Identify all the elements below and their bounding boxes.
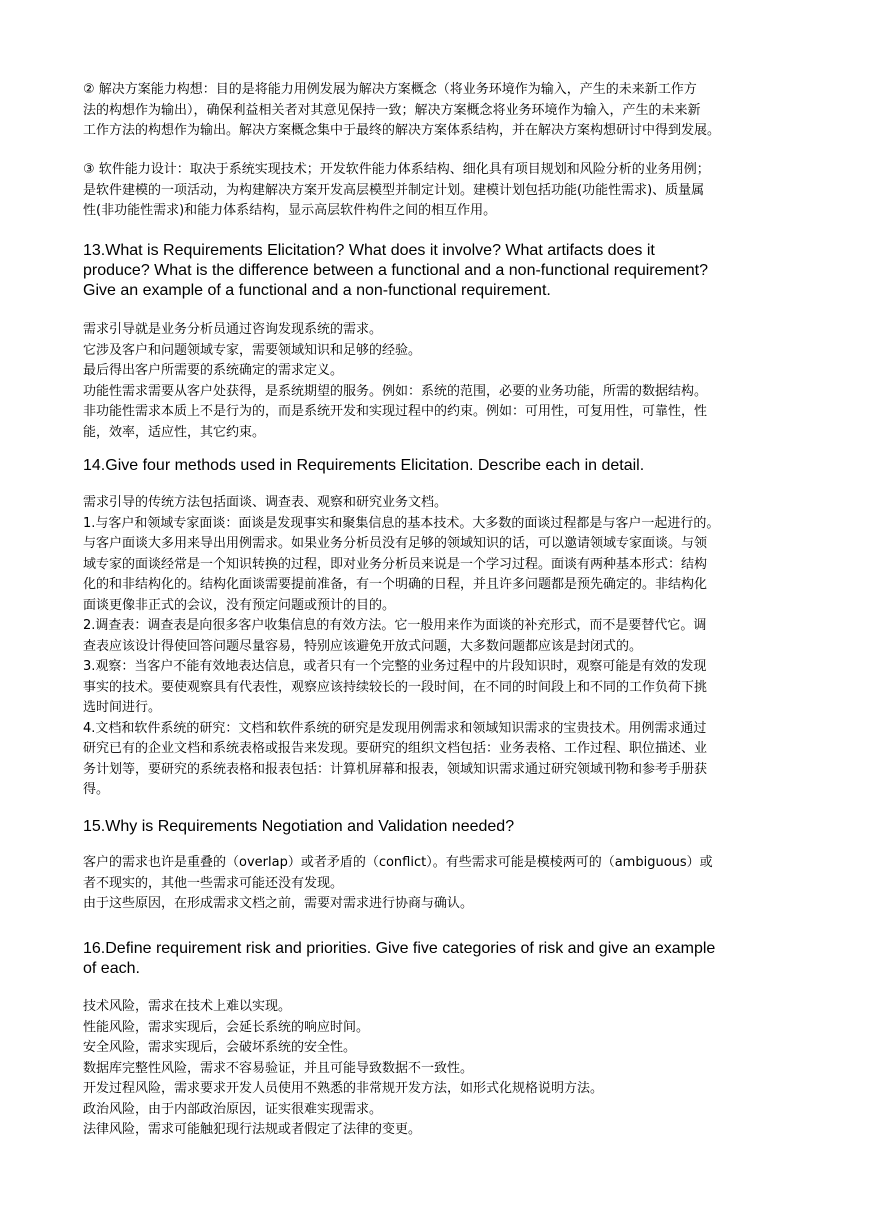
text-line: 域专家的面谈经常是一个知识转换的过程，即对业务分析员来说是一个学习过程。面谈有两种基本形式：结构	[83, 556, 708, 572]
text-line: 性(非功能性需求)和能力体系结构，显示高层软件构件之间的相互作用。	[83, 203, 497, 218]
text-line: 数据库完整性风险，需求不容易验证，并且可能导致数据不一致性。	[83, 1060, 474, 1076]
text-line: 非功能性需求本质上不是行为的，而是系统开发和实现过程中的约束。例如：可用性，可复用性，可靠性，性	[83, 404, 708, 419]
text-line: 由于这些原因，在形成需求文档之前，需要对需求进行协商与确认。	[83, 896, 474, 911]
text-line: ③ 软件能力设计：取决于系统实现技术；开发软件能力体系结构、细化具有项目规划和风险分析的业务用例；	[83, 162, 710, 177]
heading-line: 16.Define requirement risk and priorities. Give five categories of risk and give an example	[83, 940, 716, 957]
answer-16	[83, 997, 603, 1141]
text-line: 最后得出客户所需要的系统确定的需求定义。	[83, 363, 344, 378]
question-13-heading	[83, 241, 708, 301]
text-line: 工作方法的构想作为输出。解决方案概念集中于最终的解决方案体系结构，并在解决方案构想研讨中得到发展。	[83, 123, 721, 138]
text-line: 3.观察：当客户不能有效地表达信息，或者只有一个完整的业务过程中的片段知识时，观察可能是有效的发现	[83, 659, 707, 674]
text-line: 务计划等，要研究的系统表格和报表包括：计算机屏幕和报表，领域知识需求通过研究领域刊物和参考手册获	[83, 761, 708, 777]
heading-line: produce? What is the difference between a functional and a non-functional requirement?	[83, 262, 708, 279]
heading-line: 14.Give four methods used in Requirements Elicitation. Describe each in detail.	[83, 457, 645, 474]
question-14-heading	[83, 456, 644, 476]
text-line: 能，效率，适应性，其它约束。	[83, 424, 266, 440]
heading-line: 13.What is Requirements Elicitation? What does it involve? What artifacts does it	[83, 242, 655, 259]
text-line: 者不现实的，其他一些需求可能还没有发现。	[83, 875, 344, 891]
text-line: 2.调查表：调查表是向很多客户收集信息的有效方法。它一般用来作为面谈的补充形式，而不是要替代它。调	[83, 618, 707, 633]
text-line: 事实的技术。要使观察具有代表性，观察应该持续较长的一段时间，在不同的时间段上和不同的工作负荷下挑	[83, 679, 708, 695]
text-line: 安全风险，需求实现后，会破坏系统的安全性。	[83, 1040, 357, 1055]
text-line: 是软件建模的一项活动，为构建解决方案开发高层模型并制定计划。建模计划包括功能(功能性需求)、质量属	[83, 182, 705, 198]
text-line: 客户的需求也许是重叠的（overlap）或者矛盾的（conflict）。有些需求可能是模棱两可的（ambiguous）或	[83, 855, 713, 870]
heading-line: of each.	[83, 960, 140, 977]
question-16-heading	[83, 939, 715, 979]
text-line: 开发过程风险，需求要求开发人员使用不熟悉的非常规开发方法，如形式化规格说明方法。	[83, 1081, 604, 1096]
text-line: 技术风险，需求在技术上难以实现。	[83, 999, 292, 1014]
text-line: 化的和非结构化的。结构化面谈需要提前准备，有一个明确的日程，并且许多问题都是预先确定的。非结构化	[83, 577, 708, 592]
text-line: 法的构想作为输出），确保利益相关者对其意见保持一致；解决方案概念将业务环境作为输入，产生的未来新	[83, 102, 701, 118]
text-line: 政治风险，由于内部政治原因，证实很难实现需求。	[83, 1101, 383, 1117]
text-line: 它涉及客户和问题领域专家，需要领域知识和足够的经验。	[83, 342, 422, 358]
heading-line: Give an example of a functional and a non-functional requirement.	[83, 282, 551, 299]
text-line: 与客户面谈大多用来导出用例需求。如果业务分析员没有足够的领域知识的话，可以邀请领域专家面谈。与领	[83, 536, 708, 551]
text-line: 需求引导就是业务分析员通过咨询发现系统的需求。	[83, 322, 383, 337]
text-line: 需求引导的传统方法包括面谈、调查表、观察和研究业务文档。	[83, 495, 448, 510]
answer-13	[83, 320, 707, 443]
text-line: 研究已有的企业文档和系统表格或报告来发现。要研究的组织文档包括：业务表格、工作过程、职位描述、业	[83, 741, 708, 756]
answer-15	[83, 853, 713, 915]
paragraph-solution-envisioning	[83, 80, 720, 142]
answer-14	[83, 493, 719, 801]
text-line: 面谈更像非正式的会议，没有预定问题或预计的目的。	[83, 597, 396, 613]
paragraph-software-capability-design	[83, 160, 710, 222]
text-line: 性能风险，需求实现后，会延长系统的响应时间。	[83, 1019, 370, 1035]
text-line: 4.文档和软件系统的研究：文档和软件系统的研究是发现用例需求和领域知识需求的宝贵技术。用例需求通过	[83, 720, 707, 736]
question-15-heading	[83, 817, 514, 837]
text-line: 法律风险，需求可能触犯现行法规或者假定了法律的变更。	[83, 1122, 422, 1137]
text-line: ② 解决方案能力构想：目的是将能力用例发展为解决方案概念（将业务环境作为输入，产生的未来新工作方	[83, 82, 697, 97]
text-line: 选时间进行。	[83, 700, 162, 715]
text-line: 得。	[83, 782, 110, 797]
heading-line: 15.Why is Requirements Negotiation and Validation needed?	[83, 818, 515, 835]
text-line: 1.与客户和领域专家面谈：面谈是发现事实和聚集信息的基本技术。大多数的面谈过程都是与客户一起进行的。	[83, 515, 720, 531]
text-line: 查表应该设计得使回答问题尽量容易，特别应该避免开放式问题，大多数问题都应该是封闭式的。	[83, 638, 643, 654]
text-line: 功能性需求需要从客户处获得，是系统期望的服务。例如：系统的范围，必要的业务功能，所需的数据结构。	[83, 383, 708, 399]
